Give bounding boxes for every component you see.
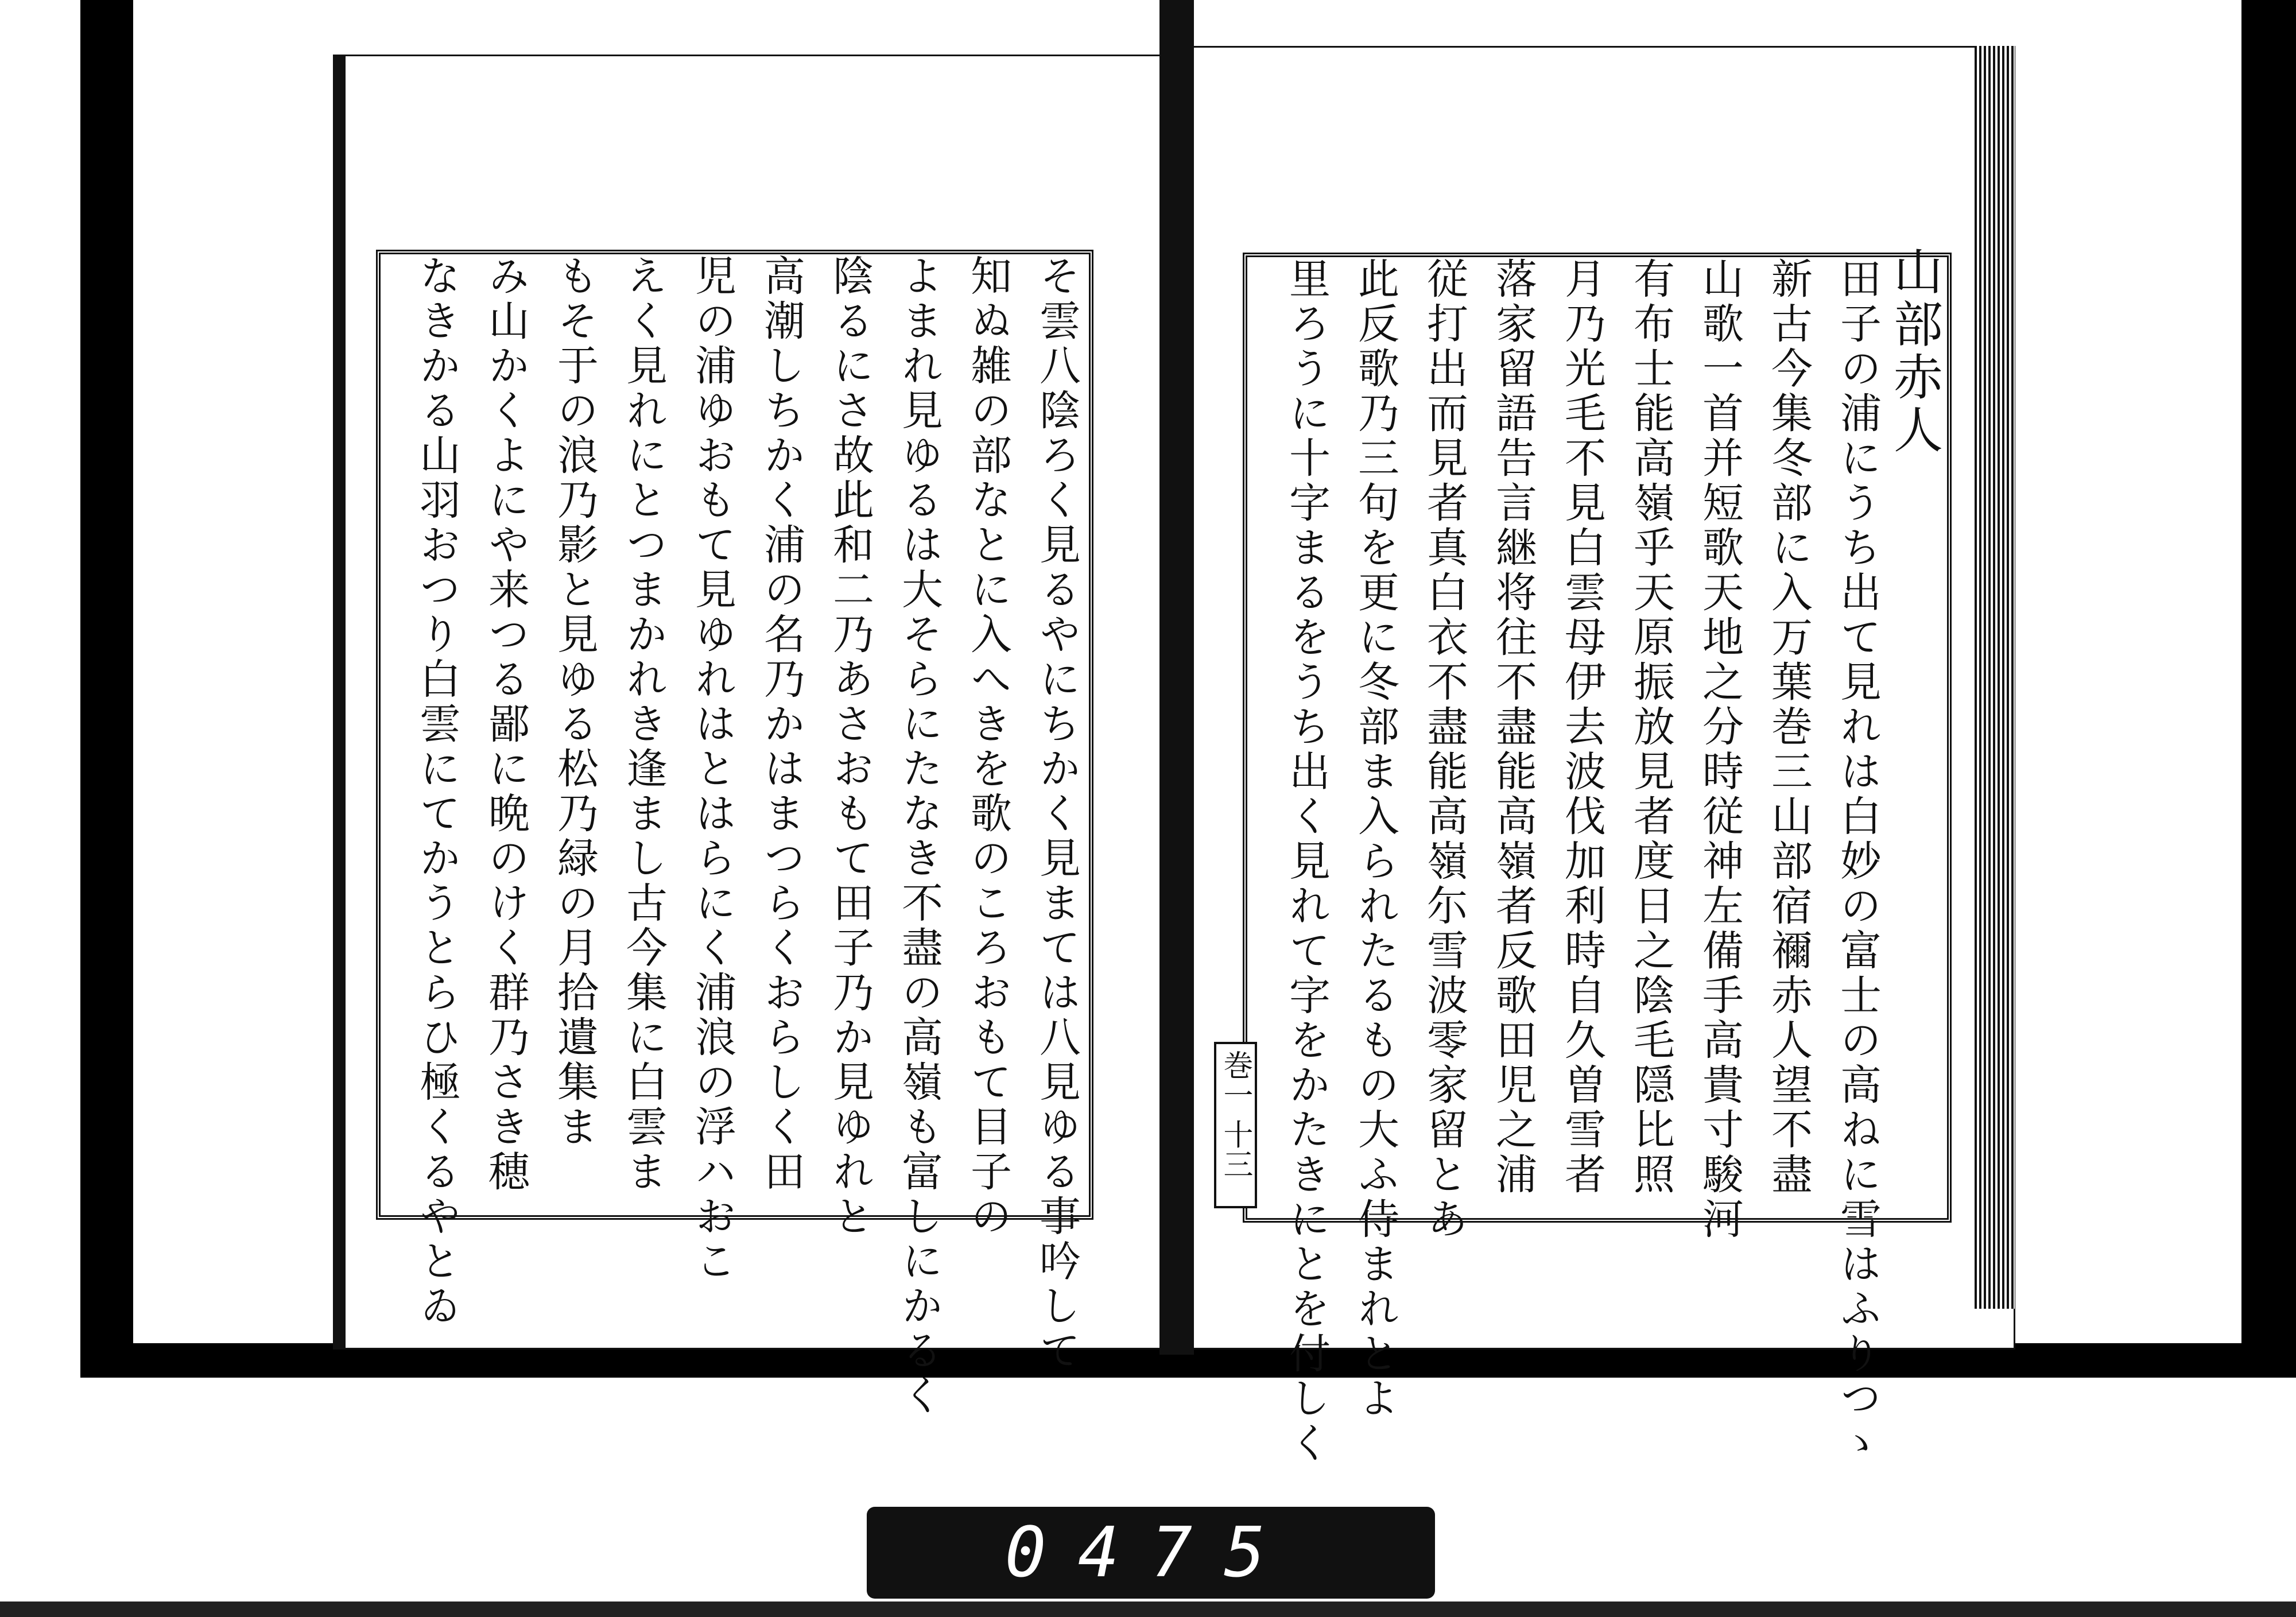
scan-border-left [80, 0, 133, 1372]
commentary-column: 従打出而見者真白衣不盡能高嶺尓雪波零家留とあ [1420, 257, 1468, 1242]
left-text-frame [376, 250, 1093, 1418]
volume-page-label [1214, 1042, 1257, 1208]
book-gutter [1159, 0, 1194, 1355]
poet-name-heading: 山部赤人 [1885, 246, 1942, 457]
left-text-column: み山かくよにや来つる鄙に晩のけく群乃さき穂 [482, 254, 530, 1195]
frame-number: 0475 [1004, 1513, 1297, 1593]
left-text-column: 知ぬ雑の部なとに入へきを歌のころおもて目子の [964, 254, 1012, 1239]
scan-border-right [2241, 0, 2296, 1372]
commentary-column: 月乃光毛不見白雲母伊去波伐加利時自久曽雪者 [1558, 257, 1606, 1197]
left-text-column: えく見れにとつまかれき逢まし古今集に白雲ま [619, 254, 668, 1195]
poem-column: 田子の浦にうち出て見れは白妙の富士の高ねに雪はふりつゝ [1833, 257, 1882, 1466]
right-text-frame [1243, 246, 1952, 1466]
volume-page-label-text: 巻一 十三 [1218, 1050, 1252, 1179]
scan-border-floor [0, 1602, 2296, 1617]
commentary-column: 此反歌乃三句を更に冬部ま入られたるもの大ふ侍まれとよ [1351, 257, 1399, 1421]
commentary-column: 落家留語告言継将往不盡能高嶺者反歌田児之浦 [1489, 257, 1537, 1197]
left-text-column: なきかる山羽おつり白雲にてかうとらひ極くるやとゐ [413, 254, 461, 1329]
commentary-column: 里ろうに十字まるをうち出く見れて字をかたきにとを付しく [1282, 257, 1331, 1466]
left-text-column: そ雲八陰ろく見るやにちかく見まては八見ゆる事吟して [1033, 254, 1081, 1374]
frame-number-plate [867, 1507, 1435, 1599]
left-text-column: 児の浦ゆおもて見ゆれはとはらにく浦浪の浮ハおこ [688, 254, 736, 1284]
left-text-column: 高潮しちかく浦の名乃かはまつらくおらしく田 [757, 254, 805, 1195]
left-text-column: 陰るにさ故此和二乃あさおもて田子乃か見ゆれと [826, 254, 874, 1239]
left-text-column: もそ于の浪乃影と見ゆる松乃緑の月拾遺集ま [550, 254, 599, 1150]
commentary-column: 有布士能高嶺乎天原振放見者度日之陰毛隠比照 [1627, 257, 1675, 1197]
left-text-column: よまれ見ゆるは大そらにたなき不盡の高嶺も富しにかるく [895, 254, 943, 1418]
commentary-column: 山歌一首并短歌天地之分時従神左備手高貴寸駿河 [1696, 257, 1744, 1242]
commentary-column: 新古今集冬部に入万葉巻三山部宿禰赤人望不盡 [1764, 257, 1813, 1197]
page-edge-stack [1975, 46, 2015, 1309]
